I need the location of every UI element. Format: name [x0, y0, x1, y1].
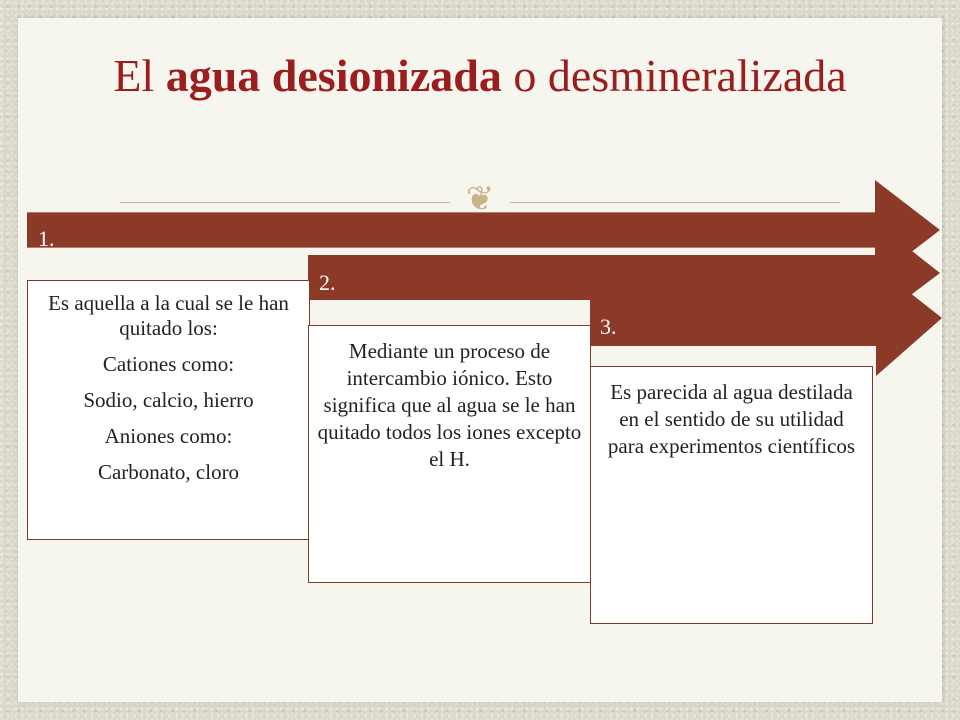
title-prefix: El: [113, 50, 166, 101]
step-2-number: 2.: [319, 270, 336, 295]
fleuron-icon: ❦: [465, 181, 495, 218]
step-1-card: [27, 280, 310, 540]
title-bold: agua desionizada: [165, 50, 502, 101]
step-1-line-4: Aniones como:: [104, 424, 233, 448]
step-1-line-1: Es aquella a la cual se le han quitado los:: [48, 291, 289, 340]
step-1-number: 1.: [38, 226, 55, 251]
page-title: [0, 48, 960, 104]
step-2-text: Mediante un proceso de intercambio iónico. Esto significa que al agua se le han quitado todos los iones excepto el H.: [317, 339, 582, 471]
step-3-number: 3.: [600, 314, 617, 339]
step-3-text: Es parecida al agua destilada en el sentido de su utilidad para experimentos científicos: [607, 380, 856, 458]
title-suffix: o desmineralizada: [501, 50, 847, 101]
step-2-card: [308, 325, 591, 583]
step-1-line-3: Sodio, calcio, hierro: [83, 388, 254, 412]
step-3-card: [590, 366, 873, 624]
step-1-line-2: Cationes como:: [102, 352, 235, 376]
step-1-line-5: Carbonato, cloro: [97, 460, 240, 484]
